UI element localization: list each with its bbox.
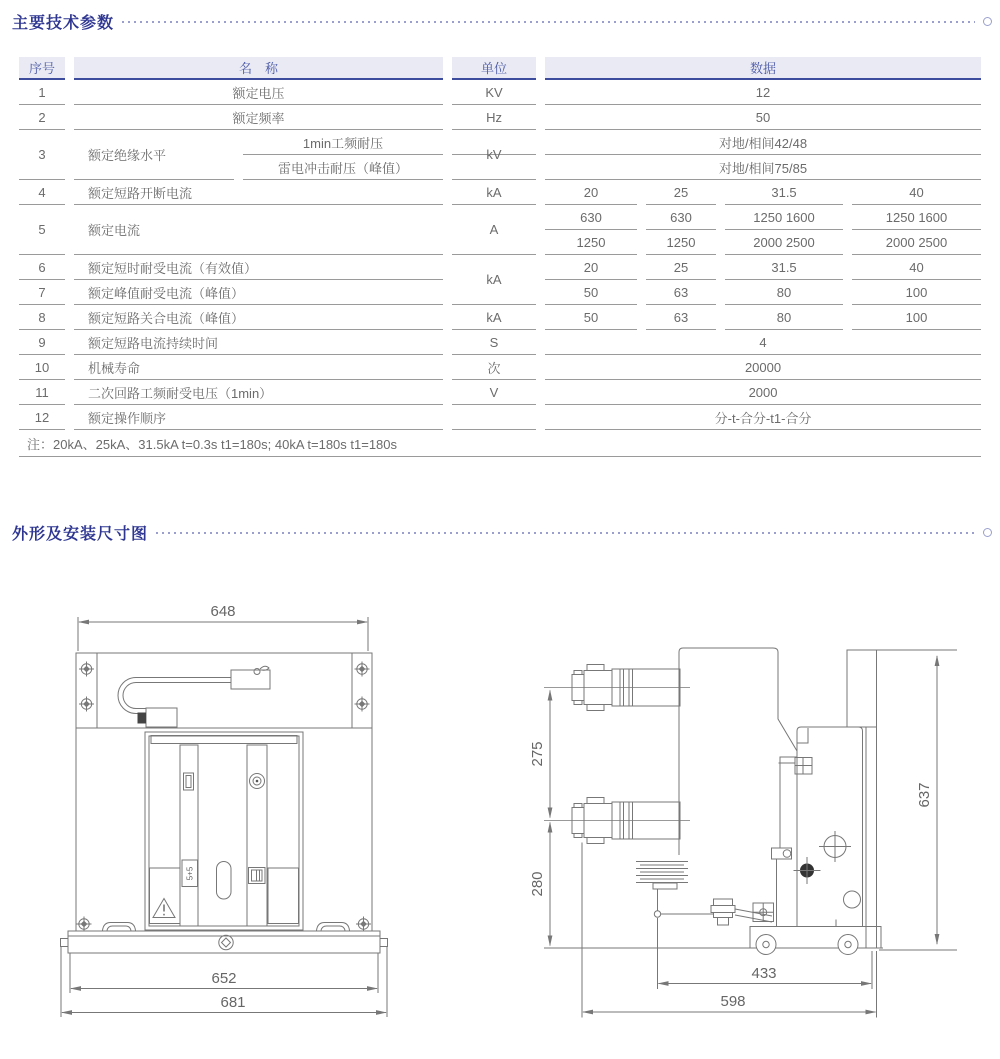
- grille-window: [249, 868, 266, 884]
- param-value: 对地/相间75/85: [545, 155, 981, 180]
- dim-label-681: 681: [220, 994, 246, 1011]
- param-value: 100: [852, 305, 981, 330]
- col-header-data: 数据: [545, 57, 981, 80]
- param-name: 额定绝缘水平: [74, 130, 234, 180]
- row-number: 1: [19, 80, 65, 105]
- param-name: 额定操作顺序: [74, 405, 443, 430]
- param-name: 额定频率: [74, 105, 443, 130]
- row-number: 3: [19, 130, 65, 180]
- dimension-drawings: [0, 560, 1000, 1059]
- param-unit: KV: [452, 80, 536, 105]
- param-name: 额定电压: [74, 80, 443, 105]
- hook-icon: [254, 669, 260, 675]
- param-subname: 1min工频耐压: [243, 130, 443, 155]
- param-unit: Hz: [452, 105, 536, 130]
- mounting-hole-icon: [356, 917, 371, 932]
- param-value: 2000 2500: [852, 230, 981, 255]
- linkage-assembly: [654, 889, 773, 925]
- param-value: 20: [545, 255, 637, 280]
- handle-right: [317, 923, 350, 931]
- wheel-icon: [838, 935, 858, 955]
- terminal-bushing-lower: [544, 798, 690, 844]
- dim-label-275: 275: [529, 741, 546, 767]
- dimension-637: [935, 655, 940, 945]
- right-strip: [247, 745, 267, 926]
- param-unit: 次: [452, 355, 536, 380]
- param-unit: kV: [452, 130, 536, 180]
- param-value: 50: [545, 305, 637, 330]
- section-params-title: 主要技术参数: [12, 15, 115, 32]
- param-value: 1250: [646, 230, 716, 255]
- param-value: 100: [852, 280, 981, 305]
- param-value: 40: [852, 255, 981, 280]
- section-drawing-title: 外形及安装尺寸图: [12, 526, 149, 543]
- param-value: 80: [725, 280, 843, 305]
- warning-triangle-icon: [153, 899, 175, 918]
- dotted-leader: [156, 532, 975, 534]
- dim-label-652: 652: [211, 970, 237, 987]
- param-value: 63: [646, 280, 716, 305]
- param-value: 分-t-合分-t1-合分: [545, 405, 981, 430]
- param-value: 40: [852, 180, 981, 205]
- wheel-icon: [756, 935, 776, 955]
- row-number: 6: [19, 255, 65, 280]
- param-value: 31.5: [725, 255, 843, 280]
- row-number: 4: [19, 180, 65, 205]
- param-value: 12: [545, 80, 981, 105]
- param-value: 25: [646, 255, 716, 280]
- cable-loop: [118, 678, 231, 728]
- param-unit: kA: [452, 305, 536, 330]
- row-number: 7: [19, 280, 65, 305]
- counter-value: 5+5: [185, 866, 195, 881]
- param-unit: kA: [452, 255, 536, 305]
- mounting-hole-icon: [355, 662, 370, 677]
- param-unit: S: [452, 330, 536, 355]
- side-view-drawing: [544, 648, 957, 1018]
- mounting-hole-icon: [355, 697, 370, 712]
- dotted-leader: [122, 21, 975, 23]
- table-note: 注：20kA、25kA、31.5kA t=0.3s t1=180s; 40kA t=180s t1=180s: [19, 430, 981, 457]
- pivot-dot-icon: [794, 857, 821, 884]
- crosshair-hole-icon: [819, 831, 851, 862]
- col-header-unit: 单位: [452, 57, 536, 80]
- param-value: 20: [545, 180, 637, 205]
- param-name: 额定短时耐受电流（有效值）: [74, 255, 443, 280]
- button-icon: [250, 774, 265, 789]
- front-view-drawing: [61, 617, 388, 1017]
- leader-end-circle-icon: [983, 17, 992, 26]
- param-subname: 雷电冲击耐压（峰值）: [243, 155, 443, 180]
- hole-icon: [844, 891, 861, 908]
- param-name: 二次回路工频耐受电压（1min）: [74, 380, 443, 405]
- section-drawing-header: [12, 521, 992, 544]
- param-name: 额定短路电流持续时间: [74, 330, 443, 355]
- param-name: 额定短路开断电流: [74, 180, 443, 205]
- shaft-diamond-icon: [219, 935, 233, 949]
- row-number: 11: [19, 380, 65, 405]
- row-number: 5: [19, 205, 65, 255]
- row-number: 2: [19, 105, 65, 130]
- param-value: 31.5: [725, 180, 843, 205]
- row-number: 8: [19, 305, 65, 330]
- param-name: 额定电流: [74, 205, 443, 255]
- left-strip: [180, 745, 198, 926]
- mounting-hole-icon: [79, 662, 94, 677]
- dimension-275: [548, 690, 553, 819]
- param-unit: V: [452, 380, 536, 405]
- slot-capsule: [217, 862, 232, 900]
- latch-plate: [231, 670, 270, 689]
- param-value: 50: [545, 280, 637, 305]
- param-name: 额定短路关合电流（峰值）: [74, 305, 443, 330]
- param-name: 机械寿命: [74, 355, 443, 380]
- param-value: 4: [545, 330, 981, 355]
- handle-left: [103, 923, 136, 931]
- param-unit: [452, 405, 536, 430]
- dim-label-637: 637: [916, 782, 933, 808]
- param-value: 630: [646, 205, 716, 230]
- operation-counter: [182, 860, 198, 887]
- param-value: 对地/相间42/48: [545, 130, 981, 155]
- param-value: 25: [646, 180, 716, 205]
- dimension-648: [78, 617, 368, 651]
- mounting-hole-icon: [77, 917, 92, 932]
- dim-label-598: 598: [720, 993, 746, 1010]
- dim-label-648: 648: [210, 603, 236, 620]
- dim-label-433: 433: [751, 965, 777, 982]
- parameters-table: [10, 57, 990, 457]
- insulator-fins: [636, 862, 688, 890]
- param-value: 1250 1600: [852, 205, 981, 230]
- param-value: 1250: [545, 230, 637, 255]
- dim-label-280: 280: [529, 871, 546, 897]
- col-header-no: 序号: [19, 57, 65, 80]
- col-header-name: 名 称: [74, 57, 443, 80]
- terminal-bushing-upper: [544, 665, 690, 711]
- param-value: 2000 2500: [725, 230, 843, 255]
- leader-end-circle-icon: [983, 528, 992, 537]
- clamp-bolt: [779, 758, 813, 775]
- mounting-hole-icon: [79, 697, 94, 712]
- param-value: 20000: [545, 355, 981, 380]
- param-unit: kA: [452, 180, 536, 205]
- row-number: 9: [19, 330, 65, 355]
- row-number: 12: [19, 405, 65, 430]
- param-value: 2000: [545, 380, 981, 405]
- param-value: 63: [646, 305, 716, 330]
- param-value: 630: [545, 205, 637, 230]
- row-number: 10: [19, 355, 65, 380]
- param-name: 额定峰值耐受电流（峰值）: [74, 280, 443, 305]
- param-value: 1250 1600: [725, 205, 843, 230]
- dimension-280: [548, 822, 553, 947]
- section-params-header: [12, 10, 992, 33]
- param-unit: A: [452, 205, 536, 255]
- param-value: 80: [725, 305, 843, 330]
- param-value: 50: [545, 105, 981, 130]
